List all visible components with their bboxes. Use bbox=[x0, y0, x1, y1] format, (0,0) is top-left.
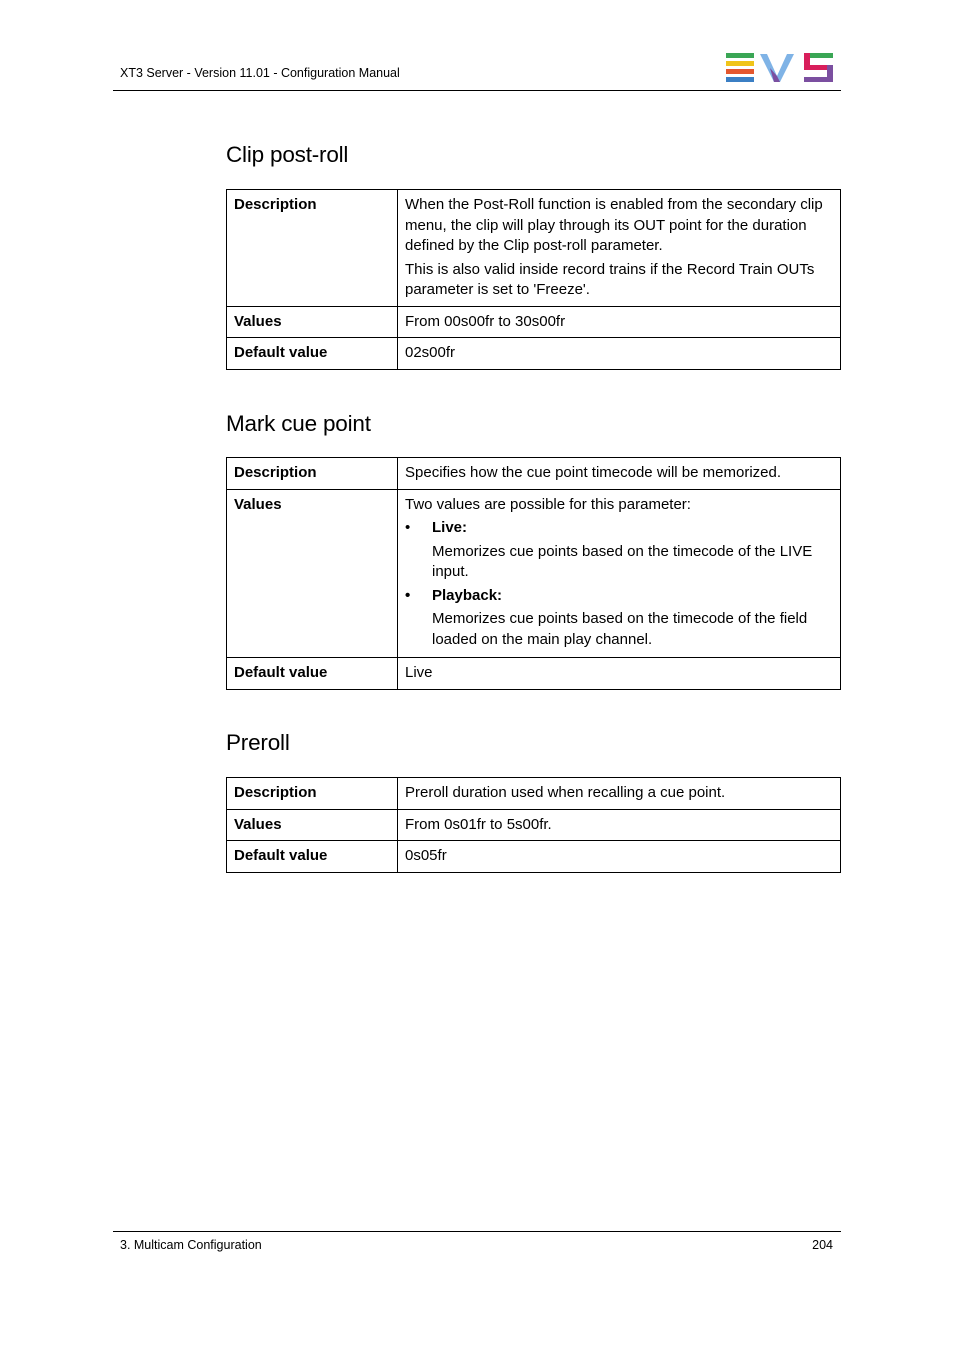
mark-cue-point-table bbox=[226, 457, 841, 690]
row-key: Default value bbox=[227, 841, 398, 873]
row-key: Description bbox=[227, 458, 398, 490]
row-key: Values bbox=[227, 809, 398, 841]
bullet-title: Live: bbox=[432, 519, 468, 536]
row-value bbox=[398, 489, 841, 658]
table-row bbox=[227, 809, 841, 841]
bullet-description: Memorizes cue points based on the timecode of the LIVE input. bbox=[432, 542, 813, 580]
bullet-item-live bbox=[405, 518, 833, 583]
row-key: Default value bbox=[227, 658, 398, 690]
bullet-description: Memorizes cue points based on the timecode of the field loaded on the main play channel. bbox=[432, 610, 808, 648]
row-key: Values bbox=[227, 306, 398, 338]
row-value: 0s05fr bbox=[398, 841, 841, 873]
table-row bbox=[227, 458, 841, 490]
table-row bbox=[227, 190, 841, 307]
table-row bbox=[227, 841, 841, 873]
footer-divider bbox=[113, 1231, 841, 1232]
bullet-icon: • bbox=[405, 519, 411, 536]
table-row bbox=[227, 778, 841, 810]
row-value: Specifies how the cue point timecode will be memorized. bbox=[398, 458, 841, 490]
row-value: 02s00fr bbox=[398, 338, 841, 370]
footer-chapter: 3. Multicam Configuration bbox=[120, 1238, 262, 1252]
row-value: Preroll duration used when recalling a cue point. bbox=[398, 778, 841, 810]
section-heading-preroll: Preroll bbox=[226, 730, 290, 755]
bullet-title: Playback: bbox=[432, 586, 503, 604]
row-key: Default value bbox=[227, 338, 398, 370]
section-heading-clip-post-roll: Clip post-roll bbox=[226, 142, 349, 167]
clip-post-roll-table bbox=[226, 189, 841, 370]
table-row bbox=[227, 306, 841, 338]
description-paragraph: When the Post-Roll function is enabled from the secondary clip menu, the clip will play through its OUT point for the duration defined by the Clip post-roll parameter. bbox=[405, 196, 823, 254]
row-value: Live bbox=[398, 658, 841, 690]
section-heading-mark-cue-point: Mark cue point bbox=[226, 411, 371, 436]
row-key: Values bbox=[227, 489, 398, 658]
table-row bbox=[227, 658, 841, 690]
description-paragraph: This is also valid inside record trains if the Record Train OUTs parameter is set to 'Freeze'. bbox=[405, 260, 815, 298]
values-intro: Two values are possible for this parameter: bbox=[405, 495, 691, 513]
row-value: From 0s01fr to 5s00fr. bbox=[398, 809, 841, 841]
row-key: Description bbox=[227, 190, 398, 307]
preroll-table bbox=[226, 777, 841, 873]
row-value: From 00s00fr to 30s00fr bbox=[398, 306, 841, 338]
table-row bbox=[227, 338, 841, 370]
page-number: 204 bbox=[812, 1238, 833, 1252]
row-value bbox=[398, 190, 841, 307]
evs-logo bbox=[726, 53, 834, 83]
row-key: Description bbox=[227, 778, 398, 810]
header-divider bbox=[113, 90, 841, 91]
bullet-icon: • bbox=[405, 586, 411, 604]
document-title: XT3 Server - Version 11.01 - Configuration Manual bbox=[120, 66, 400, 80]
table-row bbox=[227, 489, 841, 658]
bullet-item-playback bbox=[405, 586, 833, 651]
